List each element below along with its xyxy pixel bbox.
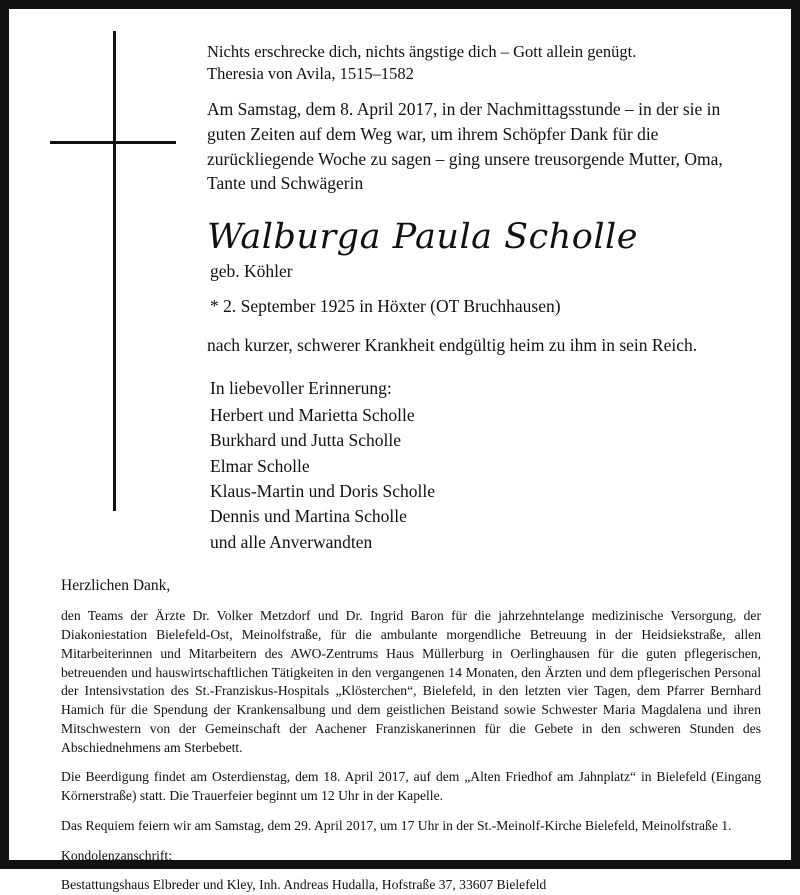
requiem-info: Das Requiem feiern wir am Samstag, dem 29. April 2017, um 17 Uhr in der St.-Meinolf-Kirche Bielefeld, Meinolfstraße 1.	[61, 817, 732, 833]
upper-text-block	[207, 31, 761, 555]
quote-attribution: Theresia von Avila, 1515–1582	[207, 63, 414, 83]
closing-line: nach kurzer, schwerer Krankheit endgültig heim zu ihm in sein Reich.	[207, 334, 698, 355]
birth-info: * 2. September 1925 in Höxter (OT Bruchhausen)	[210, 295, 561, 316]
thanks-body: den Teams der Ärzte Dr. Volker Metzdorf und Dr. Ingrid Baron für die jahrzehntelange medizinische Versorgung, der Diakoniestation Bielefeld-Ost, Meinolfstraße, für die ambulante morgendliche Betreuung in der Heidsiekstraße, allen Mitarbeiterinnen und Mitarbeitern des AWO-Zentrums Haus Müllerburg in Oerlinghausen für die guten pflegerischen, betreuenden und hauswirtschaftlichen Tätigkeiten in den vergangenen 14 Monaten, den Ärzten und dem pflegerischen Personal der Intensivstation des St.-Franziskus-Hospitals „Klösterchen“, Bielefeld, in den letzten vier Tagen, dem Pfarrer Bernhard Hamich für die Spendung der Krankensalbung und dem geistlichen Beistand sowie Schwester Maria Magdalena und ihren Mitschwestern von der Gemeinschaft der Aachener Franziskanerinnen für die Gebete in den schweren Stunden des Abschiednehmens am Sterbebett.	[61, 608, 761, 755]
intro-paragraph: Am Samstag, dem 8. April 2017, in der Nachmittagsstunde – in der sie in guten Zeiten auf dem Weg war, um ihrem Schöpfer Dank für die zurückliegende Woche zu sagen – ging unsere treusorgende Mutter, Oma, Tante und Schwägerin	[207, 98, 723, 194]
list-item: Klaus-Martin und Doris Scholle	[210, 480, 436, 501]
memory-heading: In liebevoller Erinnerung:	[210, 377, 392, 398]
quote-block	[207, 41, 761, 85]
deceased-name-block	[207, 218, 761, 317]
deceased-name: Walburga Paula Scholle	[207, 217, 638, 258]
thanks-heading: Herzlichen Dank,	[61, 577, 171, 594]
list-item: und alle Anverwandten	[210, 531, 373, 552]
list-item: Herbert und Marietta Scholle	[210, 404, 415, 425]
notice-inner	[9, 9, 791, 893]
funeral-info: Die Beerdigung findet am Osterdienstag, dem 18. April 2017, auf dem „Alten Friedhof am Jahnplatz“ in Bielefeld (Eingang Körnerstraße) statt. Die Trauerfeier beginnt um 12 Uhr in der Kapelle.	[61, 769, 761, 804]
list-item: Dennis und Martina Scholle	[210, 506, 407, 527]
lower-text-block	[61, 575, 761, 895]
list-item: Burkhard und Jutta Scholle	[210, 430, 402, 451]
condolence-address: Bestattungshaus Elbreder und Kley, Inh. Andreas Hudalla, Hofstraße 37, 33607 Bielefeld	[61, 877, 547, 893]
quote-text: Nichts erschrecke dich, nichts ängstige dich – Gott allein genügt.	[207, 42, 637, 61]
cross-icon	[47, 31, 177, 511]
list-item: Elmar Scholle	[210, 455, 310, 476]
deceased-maiden-name: geb. Köhler	[210, 260, 293, 281]
cross-vertical-bar	[113, 31, 116, 511]
condolence-heading: Kondolenzanschrift:	[61, 847, 172, 863]
cross-horizontal-bar	[50, 141, 176, 144]
survivors-list	[210, 403, 761, 555]
